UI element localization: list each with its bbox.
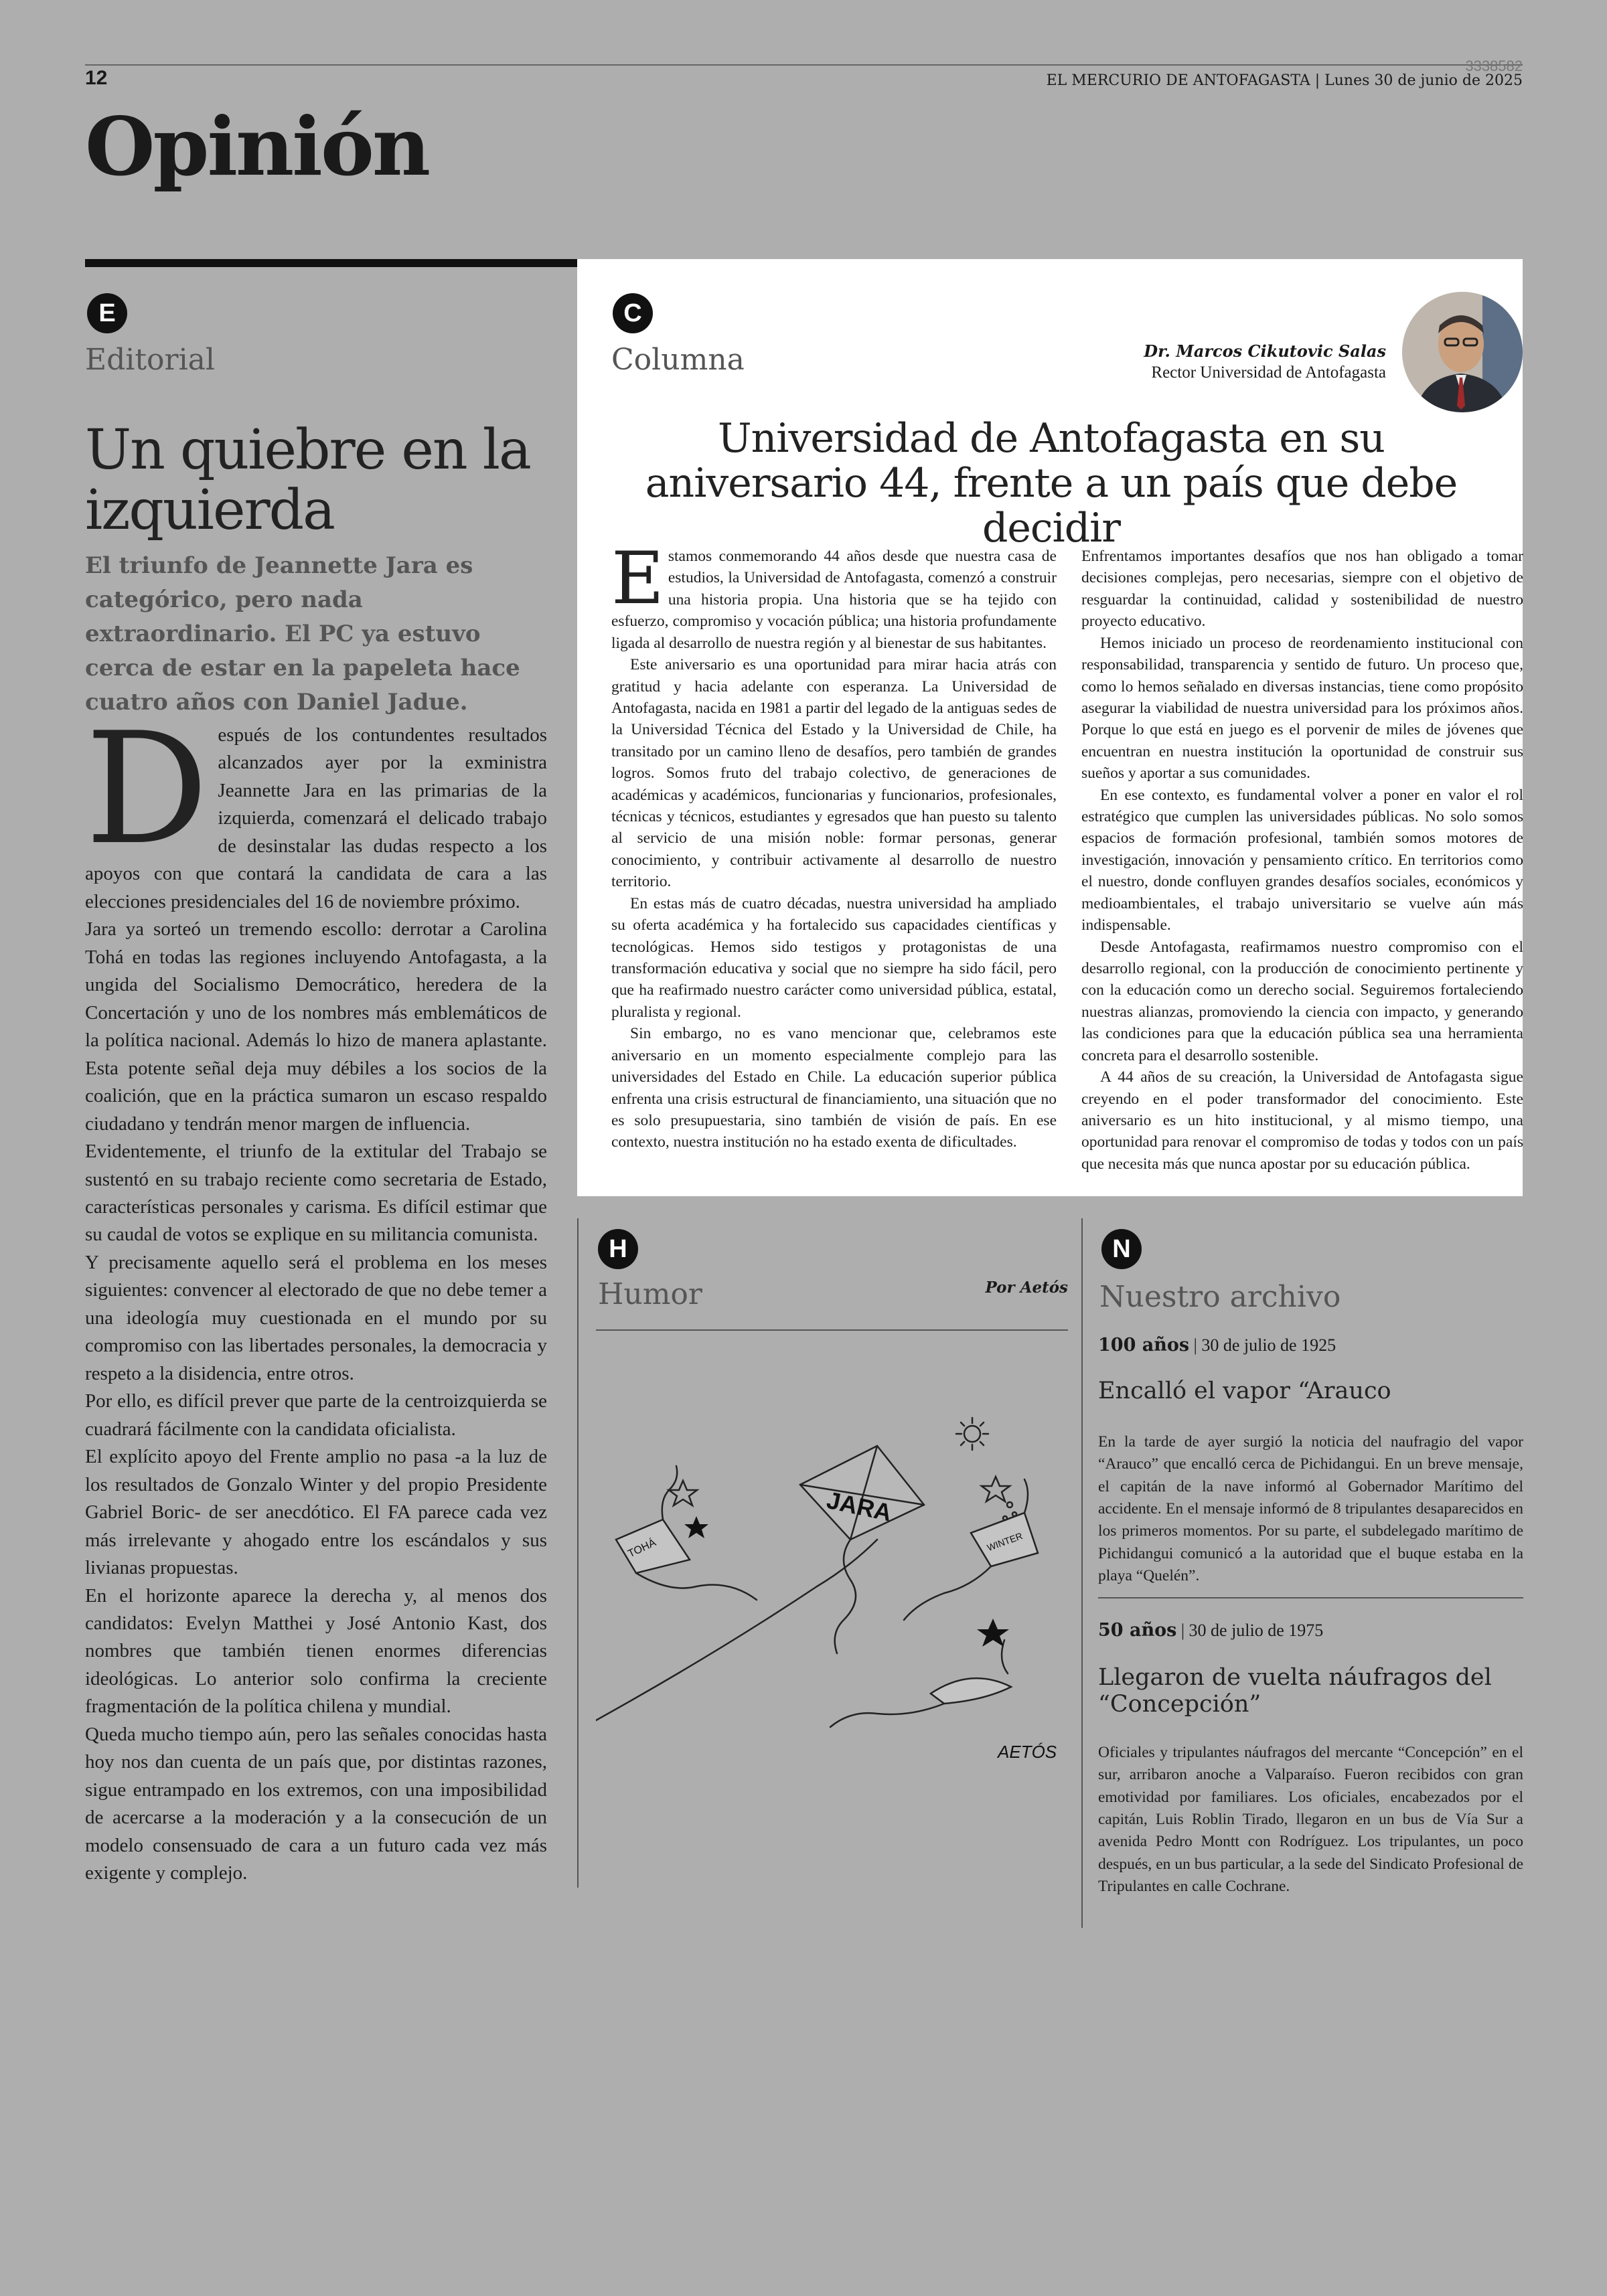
kites-cartoon-icon: [596, 1339, 1068, 1781]
humor-rule: [596, 1329, 1068, 1331]
humor-cartoon: [596, 1339, 1068, 1781]
cartoon-label-jara: JARA: [824, 1486, 895, 1527]
column-paragraph: Este aniversario es una oportunidad para mirar hacia atrás con gratitud y hacia adelante con esperanza. La Universidad de Antofagasta, nacida en 1981 a partir del legado de la antiguas sedes de la Universidad Técnica del Estado y la Universidad de Chile, ha transitado por un camino lleno de desafíos, pero también de grandes logros. Somos fruto del trabajo colectivo, de generaciones de académicas y académicos, funcionarias y funcionarios, profesionales, técnicas y técnicos, estudiantes y egresados que han puesto su talento al servicio de una misión noble: formar personas, generar conocimiento, y contribuir activamente al desarrollo de nuestro territorio.: [611, 656, 1057, 891]
humor-badge: H: [598, 1229, 638, 1269]
humor-left-rule: [577, 1218, 579, 1888]
section-title: Opinión: [85, 100, 429, 194]
humor-credit: Por Aetós: [985, 1279, 1068, 1297]
page-number: 12: [85, 67, 108, 89]
archive-item-text: Oficiales y tripulantes náufragos del mercante “Concepción” en el sur, arribaron anoche a Valparaíso. Fueron recibidos con gran emotividad por familiares. Los oficiales, encabezados por el capitán, Luis Roblin Tirado, llegaron en un bus de Vía Sur a avenida Pedro Montt con Rodríguez. Los tripulantes, un poco después, en un bus particular, a la sede del Sindicato Profesional de Tripulantes en calle Cochrane.: [1098, 1744, 1523, 1896]
editorial-subhead: El triunfo de Jeannette Jara es categórico, pero nada extraordinario. El PC ya estuvo cerca de estar en la papeleta hace cuatro años con Daniel Jadue.: [85, 552, 520, 716]
author-avatar: [1402, 292, 1523, 412]
archive-item-text: En la tarde de ayer surgió la noticia del naufragio del vapor “Arauco” que encalló cerca de Pichidangui. En un breve mensaje, el capitán de la nave informó al Gobernador Marítimo del accidente. En el mensaje informó de 8 tripulantes desaparecidos en los primeros momentos. Por su parte, el subdelegado marítimo de Pichidangui comunicó a la autoridad que el buque estaba en la playa “Quelén”.: [1098, 1433, 1523, 1585]
editorial-paragraph: En el horizonte aparece la derecha y, al menos dos candidatos: Evelyn Matthei y José Antonio Kast, dos nombres que también tienen enormes diferencias ideológicas. Lo anterior solo confirma la creciente fragmentación de la política chilena y mundial.: [85, 1584, 547, 1718]
editorial-paragraph: Por ello, es difícil prever que parte de la centroizquierda se cuadrará fácilmente con la candidata oficialista.: [85, 1390, 547, 1440]
cartoon-signature: AETÓS: [998, 1742, 1057, 1762]
archive-item-date: 50 años | 30 de julio de 1975: [1098, 1620, 1324, 1641]
column-paragraph: A 44 años de su creación, la Universidad de Antofagasta sigue creyendo en el poder transformador del conocimiento. Este aniversario es un hito institucional, y al mismo tiempo, una oportunidad para renovar el compromiso de todas y todos con un país que necesita más que nunca apostar por su educación pública.: [1081, 1068, 1523, 1173]
column-author: Dr. Marcos Cikutovic Salas: [1144, 341, 1386, 361]
column-paragraph: Estamos conmemorando 44 años desde que nuestra casa de estudios, la Universidad de Antofagasta, comenzó a construir una historia propia. Una historia que se ha tejido con esfuerzo, compromiso y vocación pública; una historia profundamente ligada al desarrollo de nuestra región y al bienestar de sus habitantes.: [611, 537, 1057, 652]
top-rule: [85, 64, 1523, 66]
archive-kicker: Nuestro archivo: [1099, 1280, 1341, 1314]
column-paragraph: Hemos iniciado un proceso de reordenamiento institucional con responsabilidad, transparencia y sentido de futuro. Un proceso que, como lo hemos señalado en diversas instancias, tiene como propósito asegurar la viabilidad de nuestra universidad para los próximos años. Porque lo que está en juego es el porvenir de miles de jóvenes que encuentran en nuestra institución la oportunidad de construir sus sueños y aportar a sus comunidades.: [1081, 634, 1523, 783]
humor-kicker: Humor: [598, 1277, 702, 1311]
editorial-paragraph: Evidentemente, el triunfo de la extitular del Trabajo se sustentó en su trabajo reciente como secretaria de Estado, características personales y carisma. Es difícil estimar que su caudal de votos se explique en su militancia comunista.: [85, 1141, 547, 1246]
editorial-paragraph: Después de los contundentes resultados alcanzados ayer por la exministra Jeannette Jara en las primarias de la izquierda, comenzará el delicado trabajo de desinstalar las dudas respecto a los apoyos con que contará la candidata de cara a las elecciones presidenciales del 16 de noviembre próximo.: [85, 700, 547, 912]
author-portrait-icon: [1402, 292, 1523, 412]
column-paragraph: En estas más de cuatro décadas, nuestra universidad ha ampliado su oferta académica y ha fortalecido sus capacidades científicas y tecnológicas. Hemos sido testigos y protagonistas de una transformación educativa y social que no siempre ha sido fácil, pero que ha reafirmado nuestro carácter como universidad pública, estatal, pluralista y regional.: [611, 894, 1057, 1021]
publication-dateline: EL MERCURIO DE ANTOFAGASTA | Lunes 30 de junio de 2025: [1046, 72, 1523, 89]
archive-left-rule: [1081, 1218, 1083, 1928]
editorial-dropcap: D: [85, 700, 209, 879]
editorial-badge: E: [87, 293, 127, 333]
column-body-right: [1081, 546, 1523, 1175]
cartoon-label-toha: TOHÁ: [626, 1537, 658, 1560]
editorial-paragraph: Jara ya sorteó un tremendo escollo: derrotar a Carolina Tohá en todas las regiones incluyendo Antofagasta, a la ungida del Socialismo Democrático, heredera de la Concertación y uno de los nombres más emblemáticos de la política nacional. Además lo hizo de manera aplastante. Esta potente señal deja muy débiles a los socios de la coalición, que en la práctica sumaron un escaso respaldo ciudadano y tendrán menor margen de influencia.: [85, 918, 547, 1135]
column-headline: Universidad de Antofagasta en su aniversario 44, frente a un país que debe decidir: [645, 415, 1458, 552]
column-paragraph: Desde Antofagasta, reafirmamos nuestro compromiso con el desarrollo regional, con la producción de conocimiento pertinente y con la educación como un derecho social. Seguiremos fortaleciendo nuestras alianzas, promoviendo la ciencia con impacto, y generando las condiciones para que la educación pública sea una herramienta concreta para el desarrollo sostenible.: [1081, 938, 1523, 1064]
page-code: 3338582: [1465, 58, 1523, 74]
archive-divider: [1098, 1597, 1523, 1598]
column-paragraph: Sin embargo, no es vano mencionar que, celebramos este aniversario en un momento especialmente complejo para las universidades del Estado en Chile. La educación superior pública enfrenta una crisis estructural de financiamiento, una situación que no es solo presupuestaria, sino también de visión de país. En ese contexto, nuestra institución no ha estado exenta de dificultades.: [611, 1025, 1057, 1151]
column-badge: C: [613, 293, 653, 333]
editorial-body: [85, 700, 547, 1888]
publication-date: Lunes 30 de junio de 2025: [1324, 72, 1523, 89]
column-kicker: Columna: [611, 343, 745, 377]
editorial-kicker: Editorial: [85, 343, 215, 377]
column-author-role: Rector Universidad de Antofagasta: [1151, 363, 1386, 382]
archive-item-headline: Llegaron de vuelta náufragos del “Concepción”: [1098, 1664, 1492, 1718]
publication-name: EL MERCURIO DE ANTOFAGASTA: [1046, 72, 1310, 89]
cartoon-label-winter: WINTER: [985, 1530, 1024, 1554]
archive-item-date: 100 años | 30 de julio de 1925: [1098, 1335, 1336, 1356]
editorial-paragraph: El explícito apoyo del Frente amplio no pasa -a la luz de los resultados de Gonzalo Winter y del propio Presidente Gabriel Boric- de ser anecdótico. El FA parece cada vez más irrelevante y ahogado entre los escándalos y sus livianas propuestas.: [85, 1446, 547, 1579]
archive-badge: N: [1101, 1229, 1142, 1269]
editorial-paragraph: Queda mucho tiempo aún, pero las señales conocidas hasta hoy nos dan cuenta de un país que, por distintas razones, sigue entrampado en los extremos, con una imposibilidad de acercarse a la moderación y a la consecución de un modelo consensuado de cara a un futuro cada vez más exigente y complejo.: [85, 1723, 547, 1884]
column-dropcap: E: [611, 537, 664, 621]
column-body-left: [611, 537, 1057, 1153]
column-paragraph: Enfrentamos importantes desafíos que nos han obligado a tomar decisiones complejas, pero necesarias, siempre con el objetivo de resguardar la continuidad, calidad y sostenibilidad de nuestro proyecto educativo.: [1081, 548, 1523, 631]
editorial-paragraph: Y precisamente aquello será el problema en los meses siguientes: convencer al electorado de que no debe temer a una ideología muy cuestionada en el mundo por su compromiso con las libertades personales, la democracia y respeto a la disidencia, entre otros.: [85, 1251, 547, 1384]
archive-item-headline: Encalló el vapor “Arauco: [1098, 1378, 1391, 1404]
editorial-headline: Un quiebre en la izquierda: [85, 418, 530, 543]
column-paragraph: En ese contexto, es fundamental volver a poner en valor el rol estratégico que cumplen las universidades públicas. No solo somos espacios de formación profesional, también somos motores de investigación, innovación y pensamiento crítico. En territorios como el nuestro, donde confluyen grandes desafíos sociales, económicos y medioambientales, el trabajo universitario se vuelve aún más indispensable.: [1081, 786, 1523, 934]
